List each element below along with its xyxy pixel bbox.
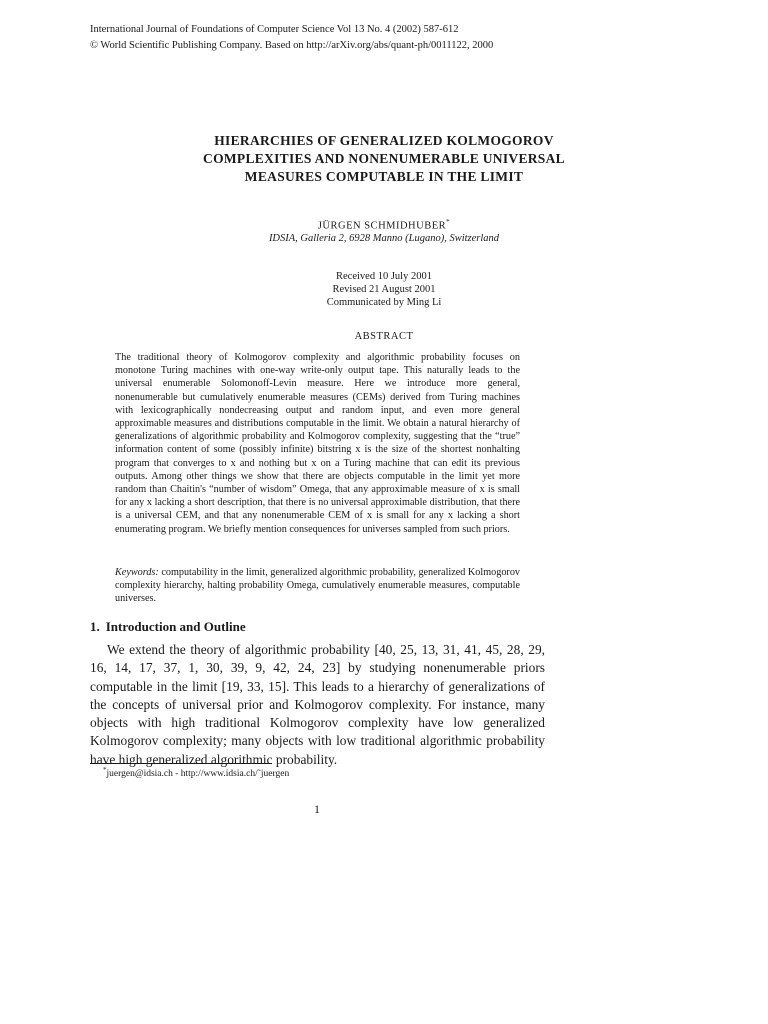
page-number: 1 xyxy=(314,802,320,816)
author-name-text: JÜRGEN SCHMIDHUBER xyxy=(317,220,447,232)
footnote-divider xyxy=(90,763,272,764)
footnote-text: juergen@idsia.ch - http://www.idsia.ch/˜juergen xyxy=(106,769,290,780)
title-line-1: HIERARCHIES OF GENERALIZED KOLMOGOROV xyxy=(214,133,554,148)
author-name xyxy=(60,218,708,232)
section-title: Introduction and Outline xyxy=(105,619,246,634)
keywords-text: computability in the limit, generalized algorithmic probability, generalized Kolmogorov complexity hierarchy, halting probability Omega, cumulatively enumerable measures, computable universes. xyxy=(115,567,521,605)
footnote xyxy=(103,766,289,779)
abstract-text: The traditional theory of Kolmogorov complexity and algorithmic probability focuses on monotone Turing machines with one-way write-only output tape. This naturally leads to the universal enumerable Solomonoff-Levin measure. Here we introduce more general, nonenumerable but cumulatively enumerable measures (CEMs) derived from Turing machines with lexicographically nondecreasing output and random input, and even more general approximable measures and distributions computable in the limit. We obtain a natural hierarchy of generalizations of algorithmic probability and Kolmogorov complexity, suggesting that the “true” information content of some (possibly infinite) bitstring x is the size of the shortest nonhalting program that converges to x and nothing but x on a Turing machine that can edit its previous outputs. Among other things we show that there are objects computable in the limit yet more random than Chaitin's “number of wisdom” Omega, that any approximable measure of x is small for any x lacking a short description, that there is no universal approximable distribution, that there is a universal CEM, and that any nonenumerable CEM of x is small for any x lacking a short enumerating program. We briefly mention consequences for universes sampled from such priors. xyxy=(115,352,520,535)
journal-citation: International Journal of Foundations of Computer Science Vol 13 No. 4 (2002) 587-612 xyxy=(90,24,459,35)
footnote-marker: * xyxy=(103,766,107,774)
keywords-label: Keywords: xyxy=(115,567,159,578)
author-affiliation: IDSIA, Galleria 2, 6928 Manno (Lugano), Switzerland xyxy=(268,233,500,244)
title-line-2: COMPLEXITIES AND NONENUMERABLE UNIVERSAL xyxy=(203,151,565,166)
submission-dates xyxy=(60,270,708,309)
paper-title xyxy=(60,132,708,186)
keywords xyxy=(115,566,520,606)
section-heading xyxy=(90,619,246,635)
journal-header xyxy=(90,22,493,54)
abstract-heading: ABSTRACT xyxy=(354,331,414,342)
author-footnote-marker: * xyxy=(446,218,451,226)
intro-paragraph: We extend the theory of algorithmic probability [40, 25, 13, 31, 41, 45, 28, 29, 16, 14, 17, 37, 1, 30, 39, 9, 42, 24, 23] by studying nonenumerable priors computable in the limit [19, 33, 15]. This leads to a hierarchy of generalizations of the concepts of universal prior and Kolmogorov complexity. For instance, many objects with high traditional Kolmogorov complexity have low generalized Kolmogorov complexity; many objects with low traditional algorithmic probability have high generalized algorithmic probability. xyxy=(90,642,545,767)
communicated-by: Communicated by Ming Li xyxy=(326,297,442,308)
section-number: 1. xyxy=(90,619,100,634)
received-date: Received 10 July 2001 xyxy=(336,271,432,282)
title-line-3: MEASURES COMPUTABLE IN THE LIMIT xyxy=(244,169,524,184)
copyright-line: © World Scientific Publishing Company. Based on http://arXiv.org/abs/quant-ph/0011122, 2000 xyxy=(90,40,494,51)
revised-date: Revised 21 August 2001 xyxy=(332,284,436,295)
